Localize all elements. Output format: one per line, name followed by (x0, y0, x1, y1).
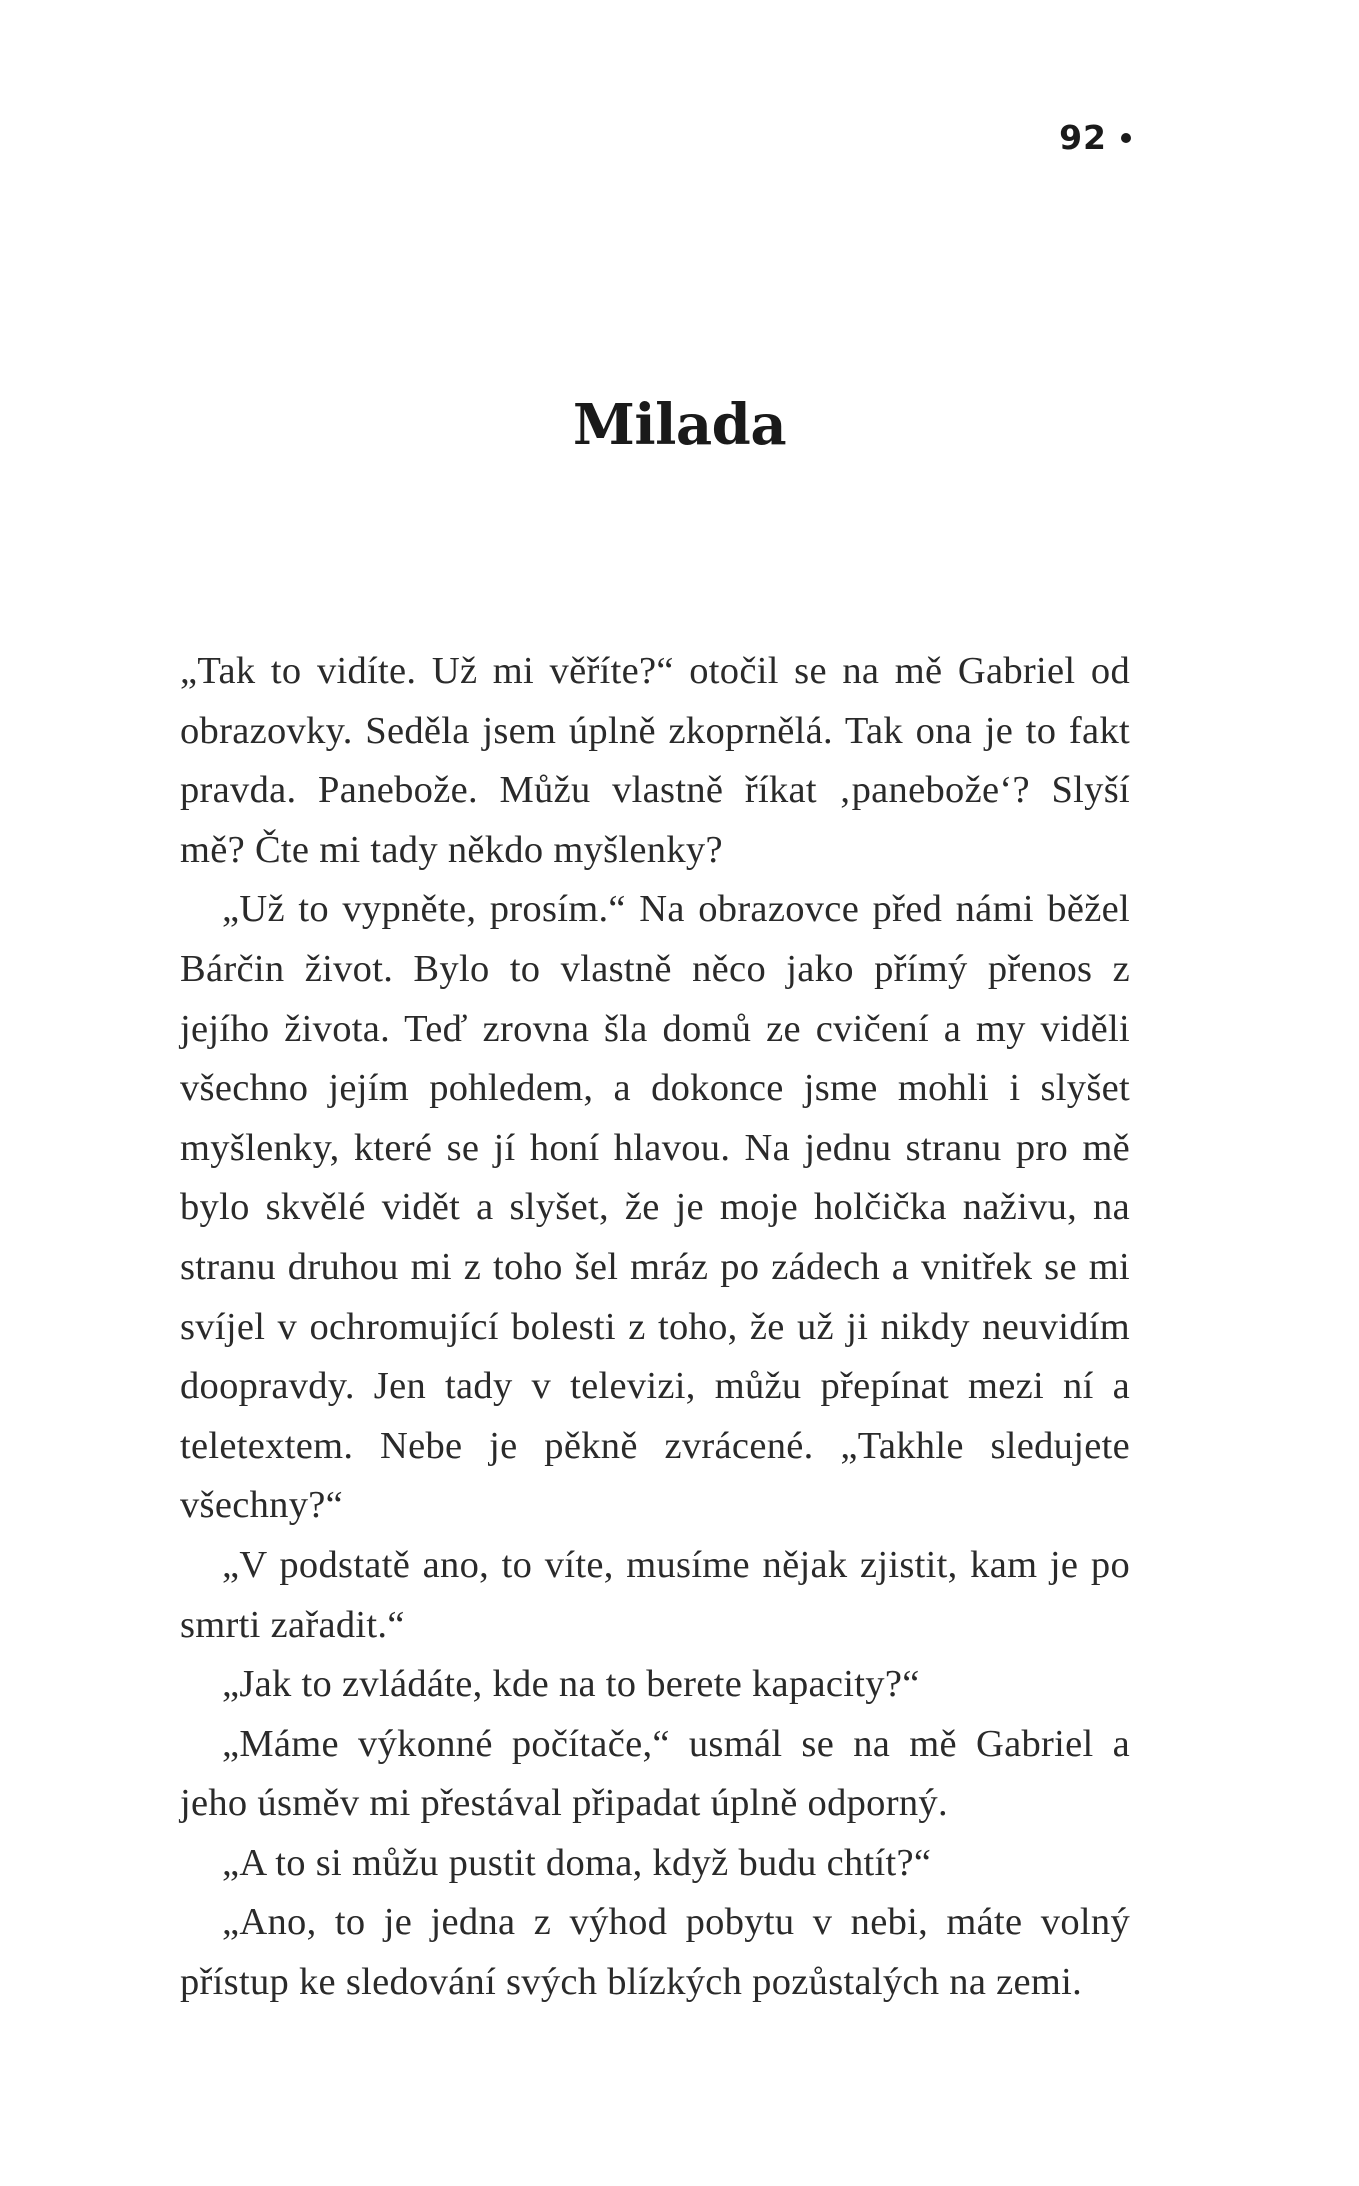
paragraph-2: „Už to vypněte, prosím.“ Na obrazovce před námi běžel Bárčin život. Bylo to vlastně něco jako přímý přenos z jejího života. Teď zrovna šla domů ze cvičení a my viděli všechno jejím pohledem, a dokonce jsme mohli i slyšet myšlenky, které se jí honí hlavou. Na jednu stranu pro mě bylo skvělé vidět a slyšet, že je moje holčička naživu, na stranu druhou mi z toho šel mráz po zádech a vnitřek se mi svíjel v ochromující bolesti z toho, že už ji nikdy neuvidím doopravdy. Jen tady v televizi, můžu přepínat mezi ní a teletextem. Nebe je pěkně zvrácené. „Takhle sledujete všechny?“ (180, 888, 1130, 1527)
paragraph-4: „Jak to zvládáte, kde na to berete kapacity?“ (222, 1663, 920, 1706)
paragraph-3: „V podstatě ano, to víte, musíme nějak zjistit, kam je po smrti zařadit.“ (180, 1543, 1130, 1646)
body-text (180, 642, 1130, 2013)
chapter-title: Milada (572, 392, 787, 458)
paragraph-7: „Ano, to je jedna z výhod pobytu v nebi, máte volný přístup ke sledování svých blízkých pozůstalých na zemi. (180, 1901, 1130, 2004)
paragraph-1: „Tak to vidíte. Už mi věříte?“ otočil se na mě Gabriel od obrazovky. Seděla jsem úplně zkoprnělá. Tak ona je to fakt pravda. Panebože. Můžu vlastně říkat ‚panebože‘? Slyší mě? Čte mi tady někdo myšlenky? (180, 650, 1130, 871)
paragraph-5: „Máme výkonné počítače,“ usmál se na mě Gabriel a jeho úsměv mi přestával připadat úplně odporný. (180, 1722, 1130, 1825)
page-number (1059, 118, 1131, 157)
paragraph-6: „A to si můžu pustit doma, když budu chtít?“ (222, 1841, 932, 1884)
page-number-value: 92 (1059, 118, 1107, 157)
bullet-dot-icon (1121, 133, 1131, 143)
